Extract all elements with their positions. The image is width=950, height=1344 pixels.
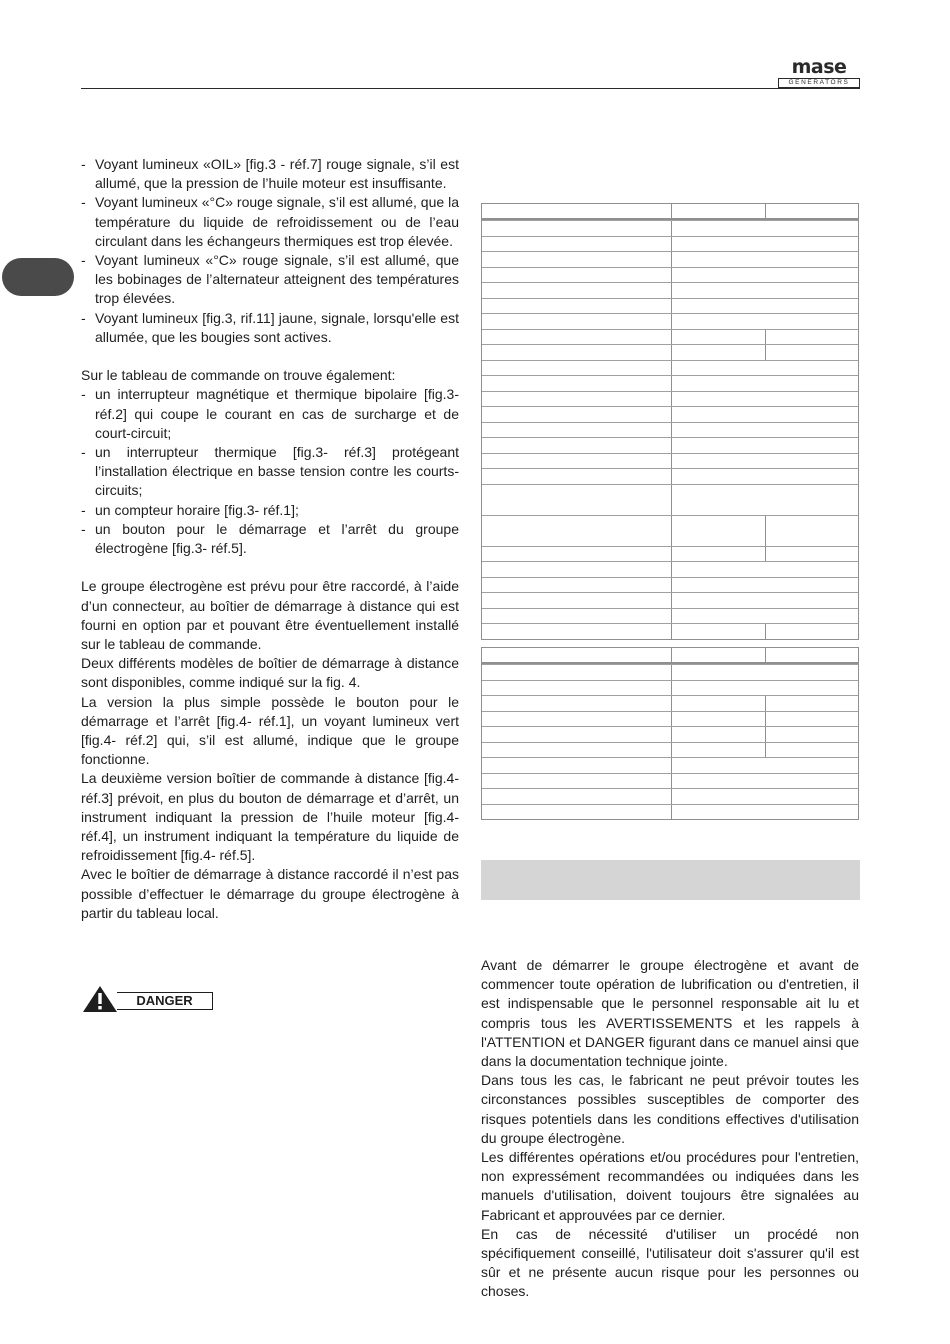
table-header-row	[482, 204, 858, 220]
table-row	[482, 406, 858, 422]
list-item: - un interrupteur magnétique et thermique bipolaire [fig.3- réf.2] qui coupe le courant en cas de surcharge et de court-circuit;	[81, 385, 459, 443]
table-row	[482, 680, 858, 696]
table-row	[482, 804, 858, 820]
list-item: - Voyant lumineux [fig.3, rif.11] jaune, signale, lorsqu'elle est allumée, que les bougies sont actives.	[81, 309, 459, 347]
paragraph: Avec le boîtier de démarrage à distance raccordé il n’est pas possible d’effectuer le démarrage du groupe électrogène à partir du tableau local.	[81, 866, 459, 921]
table-row	[482, 711, 858, 727]
specs-table-2	[481, 647, 859, 820]
list-item: - un bouton pour le démarrage et l’arrêt du groupe électrogène [fig.3- réf.5].	[81, 520, 459, 558]
table-row	[482, 773, 858, 789]
paragraph: La version la plus simple possède le bouton pour le démarrage et l’arrêt [fig.4- réf.1], un voyant lumineux vert [fig.4- réf.2] qui, s’il est allumé, indique que le groupe fonctionne.	[81, 693, 459, 768]
paragraph: En cas de nécessité d'utiliser un procédé non spécifiquement conseillé, l'utilisateur doit s'assurer qu'il est sûr et ne présente aucun risque pour les personnes ou choses.	[481, 1225, 859, 1300]
paragraph: Deux différents modèles de boîtier de démarrage à distance sont disponibles, comme indiqué sur la fig. 4.	[81, 655, 459, 691]
table-row	[482, 236, 858, 252]
table-row	[482, 726, 858, 742]
table-row	[482, 577, 858, 593]
table-row	[482, 608, 858, 624]
table-row	[482, 468, 858, 484]
table-row	[482, 437, 858, 453]
table-row	[482, 515, 858, 546]
table-row	[482, 267, 858, 283]
panel-items-list	[81, 385, 459, 558]
specs-table-1	[481, 203, 859, 640]
table-row	[482, 788, 858, 804]
header-rule	[81, 88, 860, 89]
table-row	[482, 313, 858, 329]
table-row	[482, 623, 858, 639]
table-row	[482, 344, 858, 360]
table-header-row	[482, 648, 858, 664]
table-row	[482, 298, 858, 314]
table-row	[482, 742, 858, 758]
danger-label	[81, 985, 213, 1011]
table-row	[482, 757, 858, 773]
indicator-list	[81, 155, 459, 347]
table-row	[482, 251, 858, 267]
paragraph: Dans tous les cas, le fabricant ne peut prévoir toutes les circonstances possibles susceptibles de comporter des risques potentiels dans les conditions effectives d'utilisation du groupe électrogène.	[481, 1072, 859, 1146]
list-item: - Voyant lumineux «°C» rouge signale, s’il est allumé, que la température du liquide de refroidissement ou de l’eau circulant dans les échangeurs thermiques est trop élevée.	[81, 193, 459, 251]
table-row	[482, 484, 858, 515]
panel-intro: Sur le tableau de commande on trouve également:	[81, 367, 396, 384]
table-row	[482, 282, 858, 298]
brand-logo	[778, 58, 860, 86]
table-row	[482, 329, 858, 345]
table-row	[482, 360, 858, 376]
list-item: - Voyant lumineux «OIL» [fig.3 - réf.7] rouge signale, s’il est allumé, que la pression de l’huile moteur est insuffisante.	[81, 155, 459, 193]
table-row	[482, 220, 858, 236]
logo-word: mase	[791, 56, 847, 78]
table-row	[482, 546, 858, 562]
table-row	[482, 375, 858, 391]
table-row	[482, 592, 858, 608]
section-heading-band	[481, 860, 860, 900]
paragraph: Avant de démarrer le groupe électrogène et avant de commencer toute opération de lubrification ou d'entretien, il est indispensable que le personnel responsable ait lu et compris tous les AVERTISSEMENTS et les rappels à l'ATTENTION et DANGER figurant dans ce manuel ainsi que dans la documentation technique jointe.	[481, 957, 859, 1070]
table-row	[482, 561, 858, 577]
paragraph: Le groupe électrogène est prévu pour être raccordé, à l’aide d’un connecteur, au boîtier de démarrage à distance qui est fourni en option par et pouvant être éventuellement installé sur le tableau de commande.	[81, 578, 459, 653]
danger-text: DANGER	[117, 992, 213, 1010]
table-row	[482, 453, 858, 469]
table-row	[482, 422, 858, 438]
chapter-tab-marker	[2, 258, 74, 296]
logo-subtitle: GENERATORS	[778, 78, 860, 88]
table-row	[482, 664, 858, 680]
paragraph: Les différentes opérations et/ou procédures pour l'entretien, non expressément recommandées ou indiquées dans les manuels d'utilisation, doivent toujours être signalées au Fabricant et approuvées par ce dernier.	[481, 1149, 859, 1223]
table-row	[482, 391, 858, 407]
list-item: - un interrupteur thermique [fig.3- réf.3] protégeant l’installation électrique en basse tension contre les courts-circuits;	[81, 443, 459, 501]
list-item: - Voyant lumineux «°C» rouge signale, s’il est allumé, que les bobinages de l’alternateur atteignent des températures trop élevées.	[81, 251, 459, 309]
warning-triangle-icon	[81, 985, 119, 1013]
list-item: - un compteur horaire [fig.3- réf.1];	[81, 501, 459, 520]
paragraph: La deuxième version boîtier de commande à distance [fig.4- réf.3] prévoit, en plus du bouton de démarrage et d’arrêt, un instrument indiquant la pression de l’huile moteur [fig.4- réf.4], un instrument indiquant la température du liquide de refroidissement [fig.4- réf.5].	[81, 770, 459, 864]
table-row	[482, 695, 858, 711]
left-column	[81, 155, 459, 923]
right-column	[481, 956, 859, 1302]
